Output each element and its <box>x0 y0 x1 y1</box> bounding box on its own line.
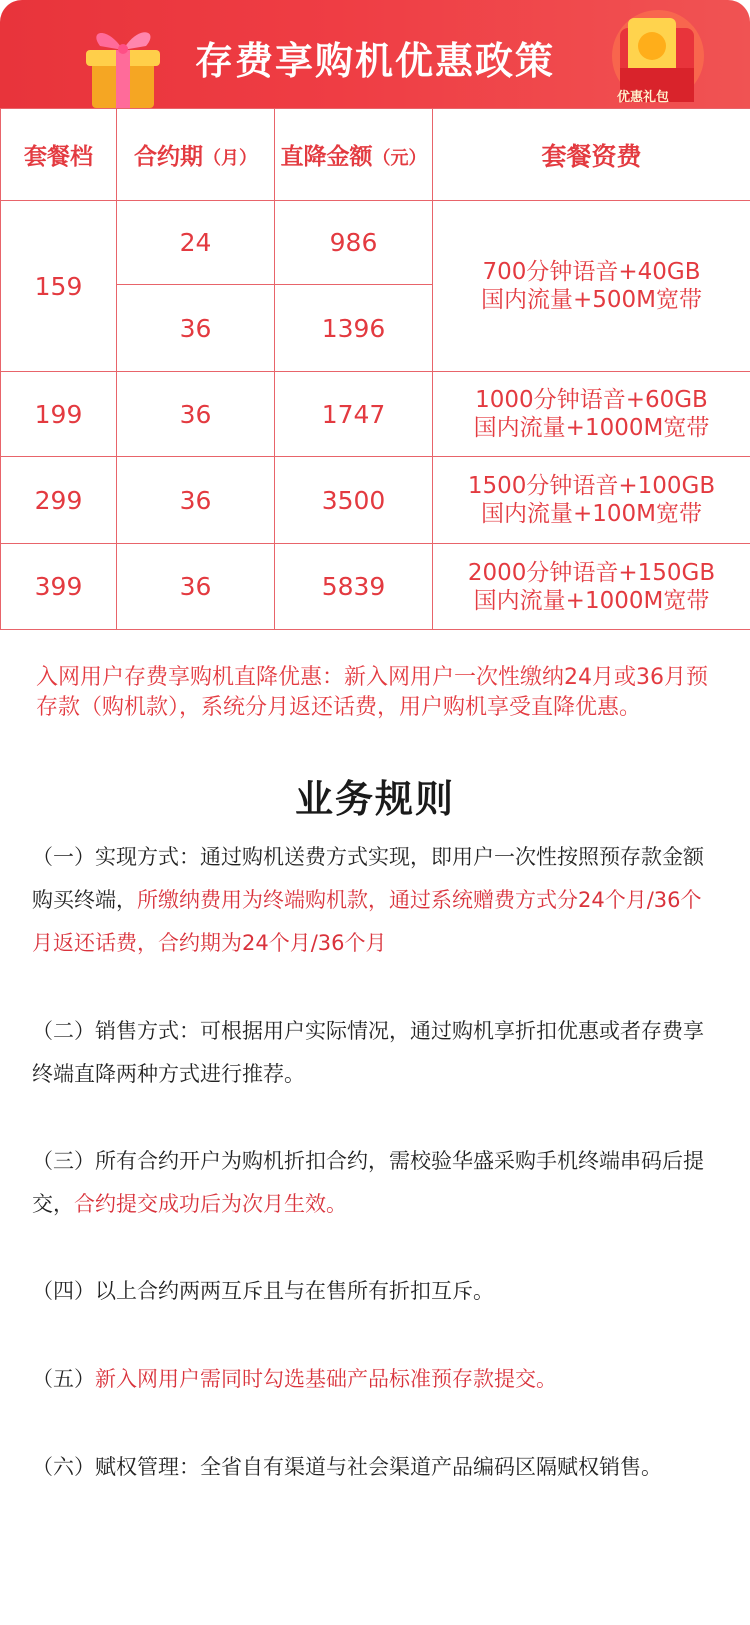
discount-cell: 3500 <box>275 457 433 544</box>
table-row <box>1 201 750 285</box>
rule-text: （六）赋权管理：全省自有渠道与社会渠道产品编码区隔赋权销售。 <box>32 1455 662 1479</box>
rule-item-3 <box>32 1140 722 1226</box>
header-discount: 直降金额（元） <box>275 109 433 201</box>
rules-title: 业务规则 <box>294 777 455 821</box>
header-discount-unit: （元） <box>372 148 427 169</box>
header-term-unit: （月） <box>203 148 257 169</box>
header-term: 合约期（月） <box>117 109 275 201</box>
rule-item-5 <box>32 1358 722 1401</box>
header-tier: 套餐档 <box>1 109 117 201</box>
discount-cell: 986 <box>275 201 433 285</box>
rule-highlight: 所缴纳费用为终端购机款，通过系统赠费方式分24个月/36个月返还话费，合约期为24个月/36个月 <box>32 888 702 955</box>
tier-cell: 199 <box>1 372 117 457</box>
discount-cell: 5839 <box>275 544 433 630</box>
term-cell: 36 <box>117 372 275 457</box>
rule-highlight: 新入网用户需同时勾选基础产品标准预存款提交。 <box>95 1367 557 1391</box>
rate-table <box>0 108 750 630</box>
rule-text: （二）销售方式：可根据用户实际情况，通过购机享折扣优惠或者存费享终端直降两种方式进行推荐。 <box>32 1019 704 1086</box>
tier-cell: 299 <box>1 457 117 544</box>
header-plan: 套餐资费 <box>433 109 750 201</box>
rule-highlight: 合约提交成功后为次月生效。 <box>74 1192 347 1216</box>
rule-item-6 <box>32 1446 722 1489</box>
plan-cell <box>433 457 750 544</box>
table-row <box>1 372 750 457</box>
table-row <box>1 457 750 544</box>
term-cell: 36 <box>117 457 275 544</box>
page-title: 存费享购机优惠政策 <box>194 39 555 83</box>
term-cell: 36 <box>117 544 275 630</box>
gift-badge-label: 优惠礼包 <box>616 90 669 105</box>
plan-line: 2000分钟语音+150GB <box>467 559 716 586</box>
rule-item-1 <box>32 836 722 965</box>
rule-item-2 <box>32 1010 722 1096</box>
plan-line: 国内流量+1000M宽带 <box>473 415 710 441</box>
plan-line: 国内流量+100M宽带 <box>480 501 702 527</box>
rule-text: （三）所有合约开户为购机折扣合约，需校验华盛采购手机终端串码后提交， <box>32 1149 704 1216</box>
header-banner <box>0 0 750 108</box>
term-cell: 36 <box>117 285 275 372</box>
term-cell: 24 <box>117 201 275 285</box>
discount-cell: 1396 <box>275 285 433 372</box>
plan-line: 国内流量+1000M宽带 <box>473 587 710 614</box>
plan-cell <box>433 544 750 630</box>
tier-cell: 159 <box>1 201 117 372</box>
rule-text: （五） <box>32 1367 95 1391</box>
plan-line: 国内流量+500M宽带 <box>480 287 702 313</box>
table-header-row <box>1 109 750 201</box>
rule-text: （一）实现方式：通过购机送费方式实现，即用户一次性按照预存款金额购买终端， <box>32 845 704 912</box>
policy-note: 入网用户存费享购机直降优惠：新入网用户一次性缴纳24月或36月预存款（购机款），系统分月返还话费，用户购机享受直降优惠。 <box>36 665 708 720</box>
rule-item-4 <box>32 1270 722 1313</box>
plan-cell <box>433 372 750 457</box>
table-row <box>1 544 750 630</box>
plan-line: 700分钟语音+40GB <box>482 259 701 285</box>
discount-cell: 1747 <box>275 372 433 457</box>
rule-text: （四）以上合约两两互斥且与在售所有折扣互斥。 <box>32 1279 494 1303</box>
plan-line: 1500分钟语音+100GB <box>467 473 716 499</box>
tier-cell: 399 <box>1 544 117 630</box>
plan-line: 1000分钟语音+60GB <box>475 387 708 413</box>
plan-cell <box>433 201 750 372</box>
